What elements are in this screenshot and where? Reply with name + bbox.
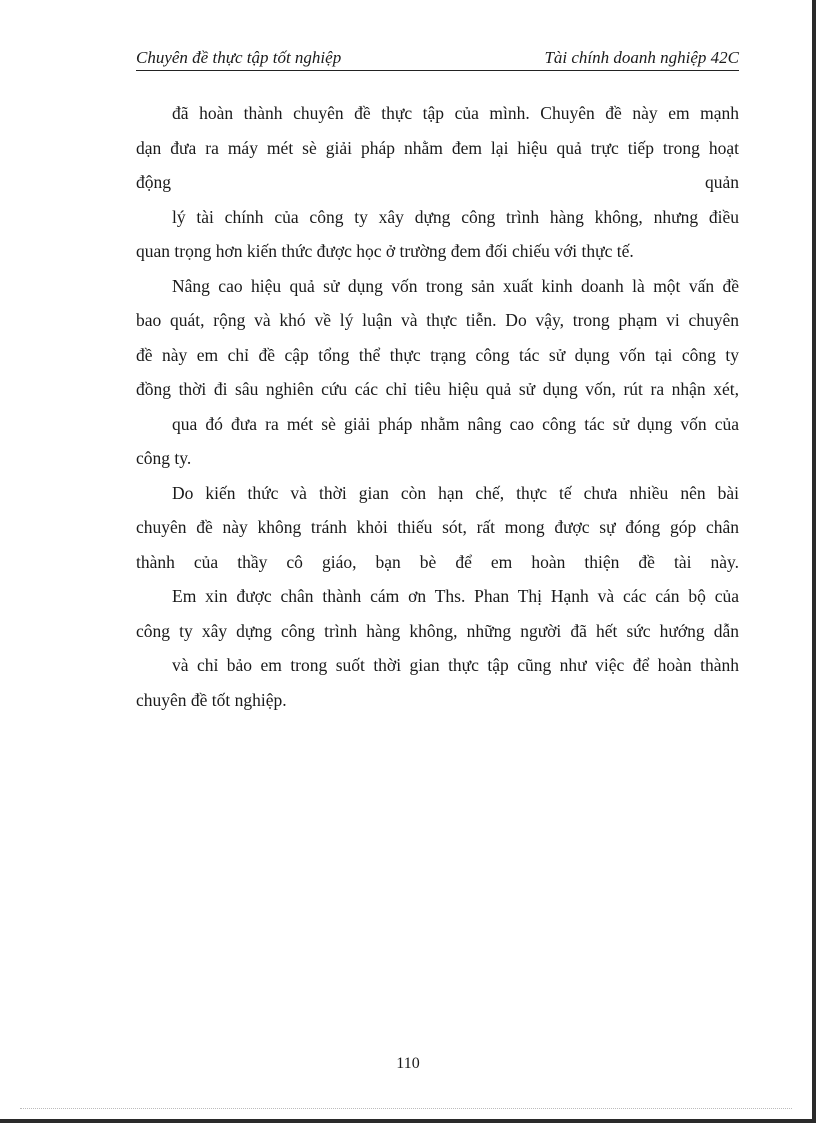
text-line: thành của thầy cô giáo, bạn bè để em hoàn thiện đề tài này. — [136, 551, 739, 572]
text-line: công ty. — [136, 448, 192, 468]
text-line: đề này em chỉ đề cập tổng thể thực trạng công tác sử dụng vốn tại công ty — [136, 344, 739, 365]
text-line: động quản — [136, 172, 739, 192]
body-text — [136, 96, 739, 717]
running-header — [136, 46, 739, 71]
text-line: Do kiến thức và thời gian còn hạn chế, thực tế chưa nhiều nên bài — [172, 482, 739, 503]
text-line: dạn đưa ra máy mét sè giải pháp nhằm đem lại hiệu quả trực tiếp trong hoạt — [136, 137, 739, 158]
text-line: quan trọng hơn kiến thức được học ở trường đem đối chiếu với thực tế. — [136, 241, 634, 261]
text-line: bao quát, rộng và khó về lý luận và thực tiễn. Do vậy, trong phạm vi chuyên — [136, 310, 739, 330]
text-line: qua đó đưa ra mét sè giải pháp nhằm nâng cao công tác sử dụng vốn của — [172, 413, 739, 434]
text-line: và chỉ bảo em trong suốt thời gian thực tập cũng như việc để hoàn thành — [172, 655, 739, 675]
text-line: chuyên đề tốt nghiệp. — [136, 689, 287, 710]
page-bottom-divider — [20, 1108, 792, 1109]
text-line: Em xin được chân thành cám ơn Ths. Phan Thị Hạnh và các cán bộ của — [172, 586, 739, 606]
text-line: công ty xây dựng công trình hàng không, những người đã hết sức hướng dẫn — [136, 620, 739, 641]
text-line: chuyên đề này không tránh khỏi thiếu sót, rất mong được sự đóng góp chân — [136, 517, 739, 537]
text-line: đồng thời đi sâu nghiên cứu các chỉ tiêu hiệu quả sử dụng vốn, rút ra nhận xét, — [136, 379, 739, 399]
text-line: đã hoàn thành chuyên đề thực tập của mình. Chuyên đề này em mạnh — [172, 103, 739, 123]
text-line: lý tài chính của công ty xây dựng công trình hàng không, nhưng điều — [172, 206, 739, 227]
page-number: 110 — [396, 1055, 420, 1072]
text-line: Nâng cao hiệu quả sử dụng vốn trong sản xuất kinh doanh là một vấn đề — [172, 275, 739, 296]
header-left-title: Chuyên đề thực tập tốt nghiệp — [136, 48, 342, 67]
header-right-title: Tài chính doanh nghiệp 42C — [544, 48, 739, 67]
